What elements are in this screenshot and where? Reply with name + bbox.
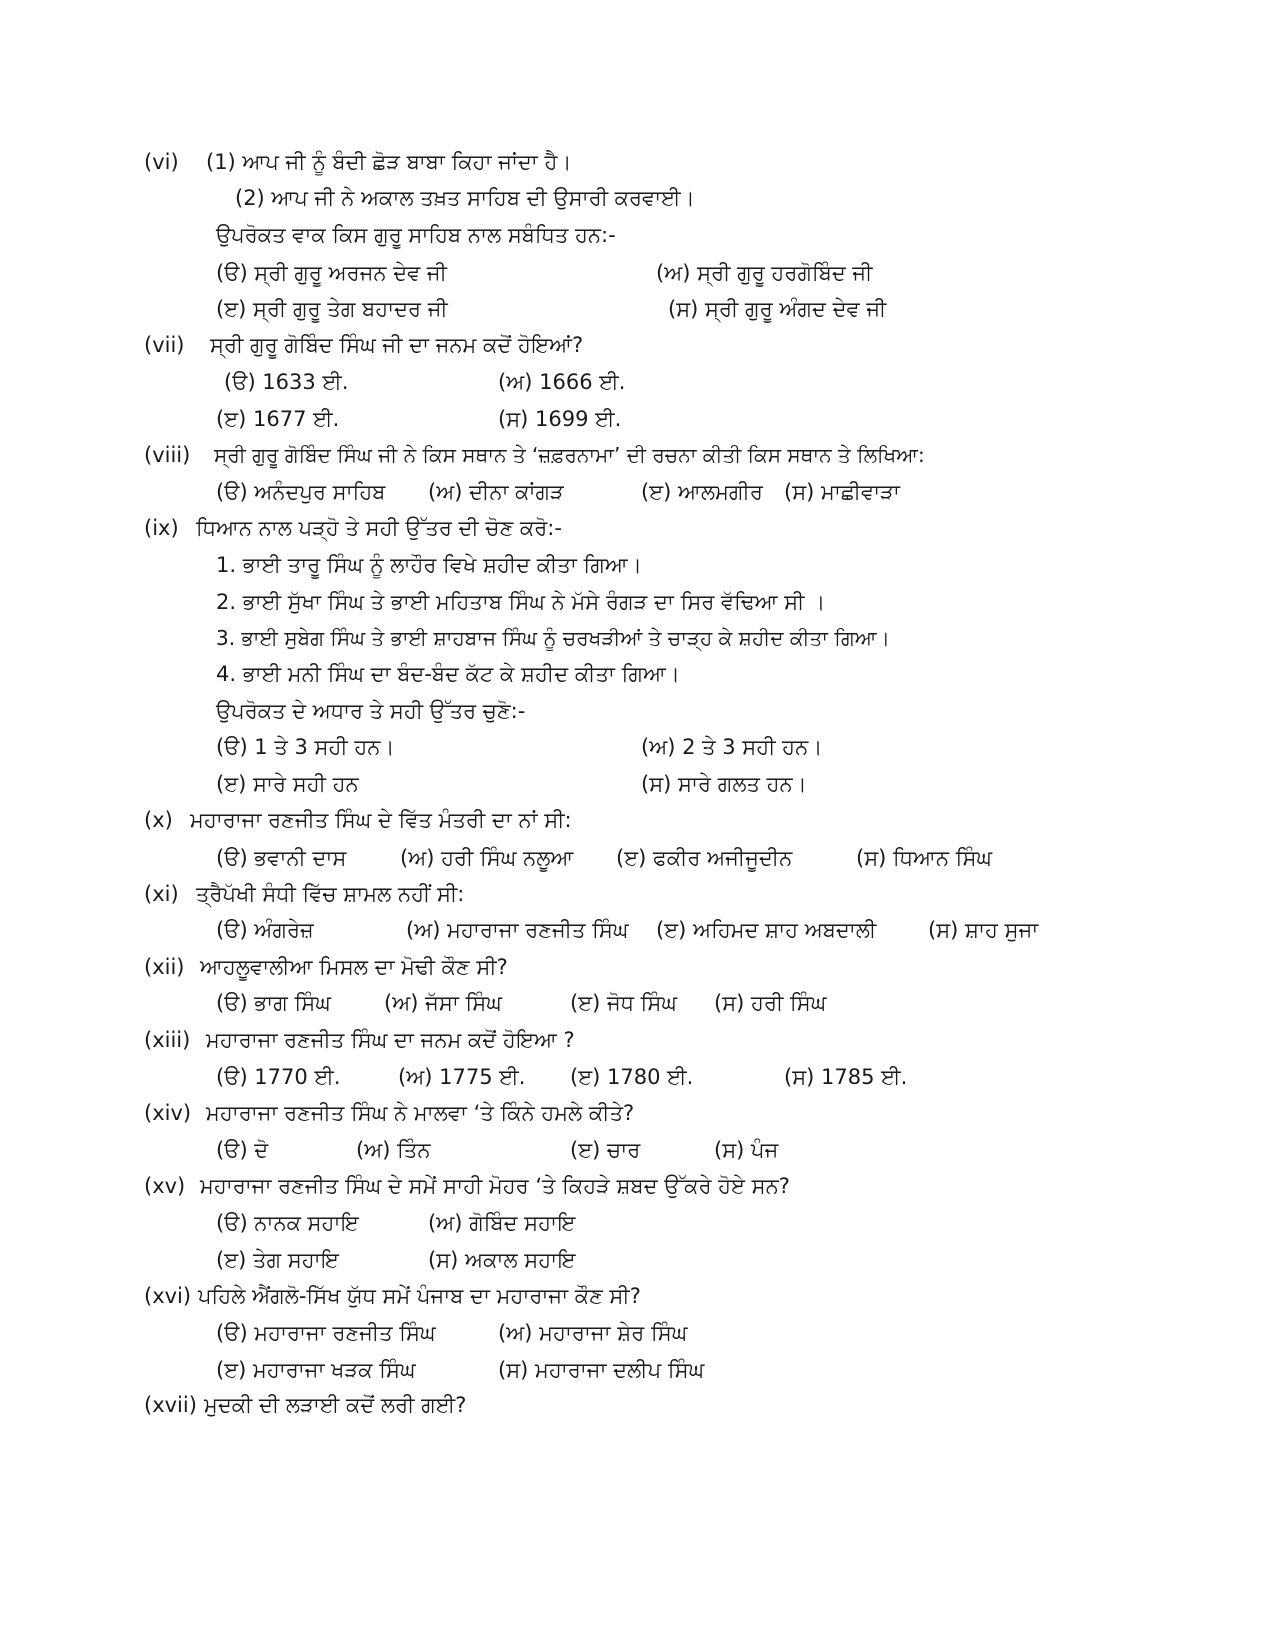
statement: 3. ਭਾਈ ਸੁਬੇਗ ਸਿੰਘ ਤੇ ਭਾਈ ਸ਼ਾਹਬਾਜ ਸਿੰਘ ਨੂੰ ਚਰਖੜੀਆਂ ਤੇ ਚਾੜ੍ਹ ਕੇ ਸ਼ਹੀਦ ਕੀਤਾ ਗਿਆ। <box>216 626 890 650</box>
option-d: (ਸ) ਸਾਰੇ ਗਲਤ ਹਨ। <box>641 772 807 796</box>
option-c: (ੲ) ਮਹਾਰਾਜਾ ਖੜਕ ਸਿੰਘ <box>216 1358 416 1382</box>
option-a: (ੳ) ਭਾਗ ਸਿੰਘ <box>216 991 331 1015</box>
question-prompt: ਉਪਰੋਕਤ ਦੇ ਅਧਾਰ ਤੇ ਸਹੀ ਉੱਤਰ ਚੁਣੋ:- <box>216 699 526 723</box>
option-d: (ਸ) ਧਿਆਨ ਸਿੰਘ <box>856 846 993 870</box>
option-a: (ੳ) 1770 ਈ. <box>216 1065 341 1089</box>
option-a: (ੳ) ਮਹਾਰਾਜਾ ਰਣਜੀਤ ਸਿੰਘ <box>216 1321 436 1345</box>
option-a: (ੳ) ਸ੍ਰੀ ਗੁਰੂ ਅਰਜਨ ਦੇਵ ਜੀ <box>216 261 447 285</box>
question-text: ਮੁਦਕੀ ਦੀ ਲੜਾਈ ਕਦੋਂ ਲਰੀ ਗਈ? <box>204 1393 467 1417</box>
option-c: (ੲ) ਅਹਿਮਦ ਸ਼ਾਹ ਅਬਦਾਲੀ <box>656 918 877 942</box>
option-c: (ੲ) ਫਕੀਰ ਅਜੀਜੂਦੀਨ <box>616 846 793 870</box>
option-c: (ੲ) ਸ੍ਰੀ ਗੁਰੂ ਤੇਗ ਬਹਾਦਰ ਜੀ <box>216 297 448 321</box>
option-b: (ਅ) ਜੱਸਾ ਸਿੰਘ <box>384 991 502 1015</box>
option-d: (ਸ) ਮਾਛੀਵਾੜਾ <box>784 480 900 504</box>
question-number: (xvii) <box>144 1393 197 1417</box>
statement: 2. ਭਾਈ ਸੁੱਖਾ ਸਿੰਘ ਤੇ ਭਾਈ ਮਹਿਤਾਬ ਸਿੰਘ ਨੇ ਮੱਸੇ ਰੰਗੜ ਦਾ ਸਿਰ ਵੱਢਿਆ ਸੀ । <box>216 590 826 614</box>
option-a: (ੳ) ਅਨੰਦਪੁਰ ਸਾਹਿਬ <box>216 480 386 504</box>
question-text: ਸ੍ਰੀ ਗੁਰੂ ਗੋਬਿੰਦ ਸਿੰਘ ਜੀ ਨੇ ਕਿਸ ਸਥਾਨ ਤੇ ‘ਜ਼ਫ਼ਰਨਾਮਾ’ ਦੀ ਰਚਨਾ ਕੀਤੀ ਕਿਸ ਸਥਾਨ ਤੇ ਲਿਖਿਆ: <box>214 443 925 467</box>
question-number: (vii) <box>144 333 185 357</box>
question-number: (x) <box>144 808 173 832</box>
question-text: ਮਹਾਰਾਜਾ ਰਣਜੀਤ ਸਿੰਘ ਨੇ ਮਾਲਵਾ ‘ਤੇ ਕਿੰਨੇ ਹਮਲੇ ਕੀਤੇ? <box>206 1101 635 1125</box>
option-b: (ਅ) ਸ੍ਰੀ ਗੁਰੂ ਹਰਗੋਬਿੰਦ ਜੀ <box>656 261 873 285</box>
option-b: (ਅ) ਦੀਨਾ ਕਾਂਗੜ <box>428 480 564 504</box>
option-a: (ੳ) ਅੰਗਰੇਜ਼ <box>216 918 314 942</box>
statement: (1) ਆਪ ਜੀ ਨੂੰ ਬੰਦੀ ਛੋੜ ਬਾਬਾ ਕਿਹਾ ਜਾਂਦਾ ਹੈ। <box>206 150 572 174</box>
option-c: (ੲ) ਚਾਰ <box>570 1138 641 1162</box>
option-d: (ਸ) ਸ਼ਾਹ ਸੁਜਾ <box>928 918 1039 942</box>
option-b: (ਅ) 1666 ਈ. <box>498 370 626 394</box>
question-number: (xv) <box>144 1174 186 1198</box>
question-number: (xii) <box>144 955 185 979</box>
option-b: (ਅ) ਤਿੰਨ <box>356 1138 431 1162</box>
option-b: (ਅ) ਗੋਬਿੰਦ ਸਹਾਇ <box>428 1211 576 1235</box>
question-number: (xi) <box>144 882 179 906</box>
option-c: (ੲ) ਆਲਮਗੀਰ <box>641 480 763 504</box>
question-number: (xiii) <box>144 1028 191 1052</box>
option-d: (ਸ) ਅਕਾਲ ਸਹਾਇ <box>428 1248 576 1272</box>
option-a: (ੳ) ਦੋ <box>216 1138 269 1162</box>
statement: (2) ਆਪ ਜੀ ਨੇ ਅਕਾਲ ਤਖ਼ਤ ਸਾਹਿਬ ਦੀ ਉਸਾਰੀ ਕਰਵਾਈ। <box>235 186 695 210</box>
question-text: ਆਹਲੂਵਾਲੀਆ ਮਿਸਲ ਦਾ ਮੋਢੀ ਕੌਣ ਸੀ? <box>200 955 508 979</box>
question-number: (ix) <box>144 516 179 540</box>
option-c: (ੲ) 1677 ਈ. <box>216 407 340 431</box>
option-b: (ਅ) ਮਹਾਰਾਜਾ ਸ਼ੇਰ ਸਿੰਘ <box>498 1321 688 1345</box>
option-b: (ਅ) 2 ਤੇ 3 ਸਹੀ ਹਨ। <box>641 735 823 759</box>
question-text: ਮਹਾਰਾਜਾ ਰਣਜੀਤ ਸਿੰਘ ਦੇ ਵਿੱਤ ਮੰਤਰੀ ਦਾ ਨਾਂ ਸੀ: <box>190 808 572 832</box>
question-number: (xiv) <box>144 1101 192 1125</box>
question-text: ਪਹਿਲੇ ਐਂਗਲੋ-ਸਿੱਖ ਯੁੱਧ ਸਮੇਂ ਪੰਜਾਬ ਦਾ ਮਹਾਰਾਜਾ ਕੌਣ ਸੀ? <box>198 1284 641 1308</box>
option-c: (ੲ) ਜੋਧ ਸਿੰਘ <box>570 991 678 1015</box>
option-a: (ੳ) 1 ਤੇ 3 ਸਹੀ ਹਨ। <box>216 735 395 759</box>
question-text: ਮਹਾਰਾਜਾ ਰਣਜੀਤ ਸਿੰਘ ਦੇ ਸਮੇਂ ਸਾਹੀ ਮੋਹਰ ‘ਤੇ ਕਿਹੜੇ ਸ਼ਬਦ ਉੱਕਰੇ ਹੋਏ ਸਨ? <box>200 1174 790 1198</box>
option-b: (ਅ) ਮਹਾਰਾਜਾ ਰਣਜੀਤ ਸਿੰਘ <box>406 918 629 942</box>
option-c: (ੲ) 1780 ਈ. <box>570 1065 694 1089</box>
question-text: ਧਿਆਨ ਨਾਲ ਪੜ੍ਹੋ ਤੇ ਸਹੀ ਉੱਤਰ ਦੀ ਚੋਣ ਕਰੋ:- <box>196 516 562 540</box>
question-number: (viii) <box>144 443 191 467</box>
option-c: (ੲ) ਸਾਰੇ ਸਹੀ ਹਨ <box>216 772 359 796</box>
option-a: (ੳ) ਨਾਨਕ ਸਹਾਇ <box>216 1211 359 1235</box>
statement: 1. ਭਾਈ ਤਾਰੂ ਸਿੰਘ ਨੂੰ ਲਾਹੌਰ ਵਿਖੇ ਸ਼ਹੀਦ ਕੀਤਾ ਗਿਆ। <box>216 553 642 577</box>
option-d: (ਸ) ਪੰਜ <box>714 1138 779 1162</box>
question-number: (vi) <box>144 150 179 174</box>
option-c: (ੲ) ਤੇਗ ਸਹਾਇ <box>216 1248 339 1272</box>
option-d: (ਸ) ਹਰੀ ਸਿੰਘ <box>714 991 827 1015</box>
option-a: (ੳ) ਭਵਾਨੀ ਦਾਸ <box>216 846 347 870</box>
question-prompt: ਉਪਰੋਕਤ ਵਾਕ ਕਿਸ ਗੁਰੂ ਸਾਹਿਬ ਨਾਲ ਸਬੰਧਿਤ ਹਨ:- <box>216 223 616 247</box>
statement: 4. ਭਾਈ ਮਨੀ ਸਿੰਘ ਦਾ ਬੰਦ-ਬੰਦ ਕੱਟ ਕੇ ਸ਼ਹੀਦ ਕੀਤਾ ਗਿਆ। <box>216 662 680 686</box>
option-a: (ੳ) 1633 ਈ. <box>224 370 349 394</box>
option-d: (ਸ) ਸ੍ਰੀ ਗੁਰੂ ਅੰਗਦ ਦੇਵ ਜੀ <box>668 297 887 321</box>
question-text: ਮਹਾਰਾਜਾ ਰਣਜੀਤ ਸਿੰਘ ਦਾ ਜਨਮ ਕਦੋਂ ਹੋਇਆ ? <box>206 1028 575 1052</box>
question-number: (xvi) <box>144 1284 192 1308</box>
option-b: (ਅ) 1775 ਈ. <box>398 1065 526 1089</box>
option-d: (ਸ) 1699 ਈ. <box>498 407 622 431</box>
option-d: (ਸ) ਮਹਾਰਾਜਾ ਦਲੀਪ ਸਿੰਘ <box>498 1358 705 1382</box>
question-text: ਤ੍ਰੈਪੱਖੀ ਸੰਧੀ ਵਿੱਚ ਸ਼ਾਮਲ ਨਹੀਂ ਸੀ: <box>196 882 465 906</box>
option-b: (ਅ) ਹਰੀ ਸਿੰਘ ਨਲੂਆ <box>400 846 574 870</box>
question-text: ਸ੍ਰੀ ਗੁਰੂ ਗੋਬਿੰਦ ਸਿੰਘ ਜੀ ਦਾ ਜਨਮ ਕਦੋਂ ਹੋਇਆਂ? <box>210 333 584 357</box>
option-d: (ਸ) 1785 ਈ. <box>784 1065 908 1089</box>
